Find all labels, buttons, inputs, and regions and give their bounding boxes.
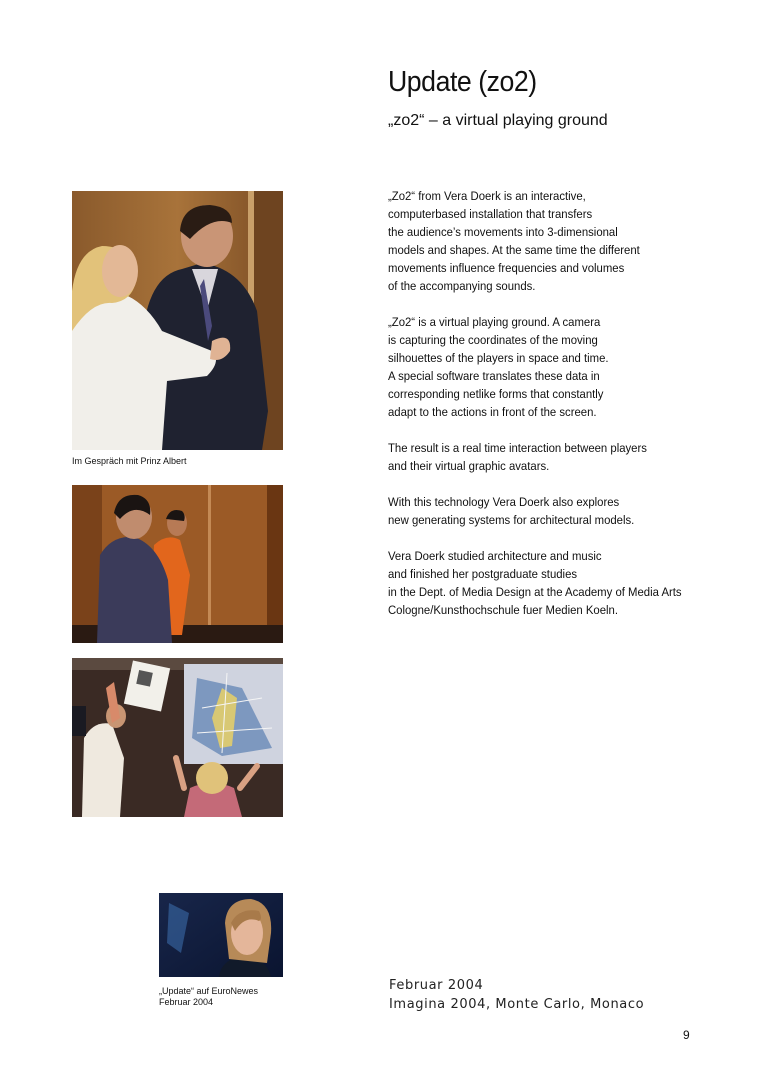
body-text xyxy=(388,187,695,637)
text-line: corresponding netlike forms that constantly xyxy=(388,387,604,401)
paragraph-1 xyxy=(388,187,695,295)
paragraph-3 xyxy=(388,439,695,475)
text-line: and finished her postgraduate studies xyxy=(388,567,578,581)
text-line: new generating systems for architectural models. xyxy=(388,513,635,527)
text-line: in the Dept. of Media Design at the Academy of Media Arts xyxy=(388,585,682,599)
text-line: adapt to the actions in front of the screen. xyxy=(388,405,597,419)
text-line: „Zo2“ is a virtual playing ground. A camera xyxy=(388,315,601,329)
photo-prince-albert xyxy=(72,191,283,450)
photo-visitors-image xyxy=(72,485,283,643)
text-line: Cologne/Kunsthochschule fuer Medien Koeln. xyxy=(388,603,618,617)
text-line: is capturing the coordinates of the moving xyxy=(388,333,598,347)
paragraph-2 xyxy=(388,313,695,421)
photo-installation xyxy=(72,658,283,817)
event-date xyxy=(389,976,644,1014)
caption-photo-1: Im Gespräch mit Prinz Albert xyxy=(72,456,187,466)
text-line: computerbased installation that transfers xyxy=(388,207,593,221)
text-line: Vera Doerk studied architecture and music xyxy=(388,549,602,563)
text-line: the audience’s movements into 3-dimensional xyxy=(388,225,618,239)
text-line: A special software translates these data in xyxy=(388,369,600,383)
text-line: With this technology Vera Doerk also explores xyxy=(388,495,620,509)
text-line: „Zo2“ from Vera Doerk is an interactive, xyxy=(388,189,586,203)
text-line: models and shapes. At the same time the different xyxy=(388,243,640,257)
page-subtitle: „zo2“ – a virtual playing ground xyxy=(388,112,608,129)
text-line: movements influence frequencies and volumes xyxy=(388,261,625,275)
text-line: and their virtual graphic avatars. xyxy=(388,459,550,473)
event-location-line: Imagina 2004, Monte Carlo, Monaco xyxy=(389,997,645,1012)
paragraph-4 xyxy=(388,493,695,529)
photo-euronews xyxy=(159,893,283,977)
paragraph-5 xyxy=(388,547,695,619)
photo-prince-albert-image xyxy=(72,191,283,450)
photo-visitors xyxy=(72,485,283,643)
photo-installation-image xyxy=(72,658,283,817)
page-title: Update (zo2) xyxy=(388,66,537,98)
caption-line: Februar 2004 xyxy=(159,997,214,1007)
caption-line: „Update“ auf EuroNewes xyxy=(159,986,259,996)
text-line: The result is a real time interaction between players xyxy=(388,441,647,455)
event-date-line: Februar 2004 xyxy=(389,978,484,993)
text-line: of the accompanying sounds. xyxy=(388,279,536,293)
text-line: silhouettes of the players in space and time. xyxy=(388,351,609,365)
page-number: 9 xyxy=(683,1028,690,1042)
caption-photo-4 xyxy=(159,986,258,1008)
photo-euronews-image xyxy=(159,893,283,977)
